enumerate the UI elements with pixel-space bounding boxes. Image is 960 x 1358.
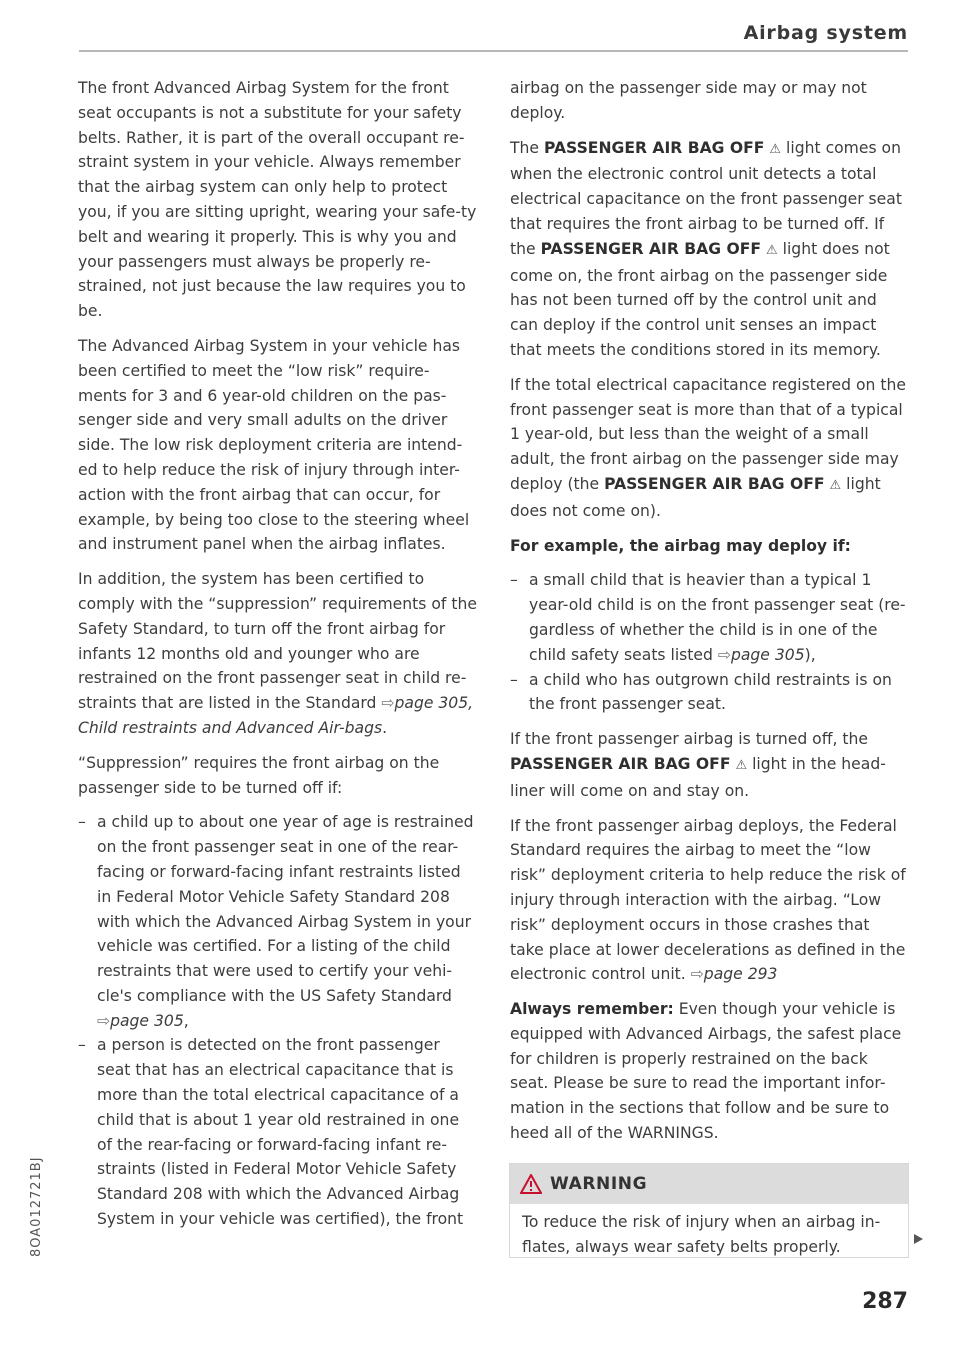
right-column [510,76,908,1156]
paragraph-text: If the front passenger airbag is turned off, the [510,730,868,749]
paragraph-text: light in the head-liner will come on and stay on. [510,754,886,800]
list-item-text: a child up to about one year of age is restrained on the front passenger seat in one of the rear-facing or forward-facing infant restraints listed in Federal Motor Vehicle Safety Standard 208 with which the Advanced Airbag System in your vehicle was certified. For a listing of the child restraints that were used to certify your vehi-cle's compliance with the US Safety Standard [97,813,474,1005]
punctuation: . [382,718,388,737]
condition-list [510,568,908,717]
reference-arrow-icon: ⇨ [97,1011,111,1030]
passenger-airbag-off-icon: ⚠ [829,477,842,493]
paragraph-text: light does not come on). [510,474,881,520]
indicator-label: PASSENGER AIR BAG OFF [510,754,731,773]
condition-list [78,810,478,1232]
paragraph-text: If the total electrical capacitance registered on the front passenger seat is more than that of a typical 1 year-old, but less than the weight of a small adult, the front airbag on the passenger side may deploy (the [510,375,906,493]
document-code: 8OA012721BJ [29,1156,44,1257]
warning-box [509,1163,909,1258]
page-number: 287 [862,1289,908,1314]
header-divider [79,50,908,52]
warning-triangle-icon [520,1174,542,1194]
list-item [78,1033,478,1231]
paragraph [510,727,908,803]
paragraph [510,373,908,524]
reference-text: page 305 [110,1011,184,1030]
list-item [510,668,908,718]
page-reference-link[interactable] [97,1012,184,1030]
indicator-label: PASSENGER AIR BAG OFF [540,239,762,258]
paragraph: airbag on the passenger side may or may not deploy. [510,79,867,122]
subheading: For example, the airbag may deploy if: [510,536,851,555]
warning-header [510,1164,908,1204]
passenger-airbag-off-icon: ⚠ [735,757,748,773]
section-title: Airbag system [743,22,908,44]
paragraph [510,997,908,1146]
list-item-text: a small child that is heavier than a typical 1 year-old child is on the front passenger seat (re-gardless of whether the child is in one of the child safety seats listed [529,571,906,664]
list-item [78,810,478,1033]
emphasis-label: Always remember: [510,1000,674,1019]
paragraph-text: If the front passenger airbag deploys, the Federal Standard requires the airbag to meet the “low risk” deployment criteria to help reduce the risk of injury through interaction with the airbag. “Low risk” deployment occurs in those crashes that take place at lower decelerations as defined in the electronic control unit. [510,816,906,984]
list-item-text: a person is detected on the front passenger seat that has an electrical capacitance that is more than the total electrical capacitance of a child that is about 1 year old restrained in one of the rear-facing or forward-facing infant re-straints (listed in Federal Motor Vehicle Safety Standard 208 with which the Advanced Airbag System in your vehicle was certified), the front [97,1036,464,1229]
paragraph: The front Advanced Airbag System for the front seat occupants is not a substitute for your safety belts. Rather, it is part of the overall occupant re-straint system in your vehicle. Always remember that the airbag system can only help to protect you, if you are sitting upright, wearing your safe-ty belt and wearing it properly. This is why you and your passengers must always be properly re-strained, not just because the law requires you to be. [78,79,477,321]
indicator-label: PASSENGER AIR BAG OFF [604,474,825,493]
paragraph [510,136,908,363]
reference-arrow-icon: ⇨ [381,694,395,713]
paragraph-text: light comes on when the electronic control unit detects a total electrical capacitance on the front passenger seat that requires the front airbag to be turned off. If the [510,138,902,258]
page-reference-link[interactable] [718,646,805,664]
paragraph-text: Even though your vehicle is equipped with Advanced Airbags, the safest place for children is properly restrained on the back seat. Please be sure to read the important infor-mation in the sections that follow and be sure to heed all of the WARNINGS. [510,1000,902,1143]
list-item [510,568,908,667]
reference-text: page 305 [730,645,805,664]
continue-arrow-icon [914,1234,923,1244]
paragraph-text: light does not come on, the front airbag on the passenger side has not been turned off by the control unit and can deploy if the control unit senses an impact that meets the conditions stored in its memory. [510,239,890,359]
punctuation: ), [804,645,816,664]
list-item-text: a child who has outgrown child restraints is on the front passenger seat. [529,670,892,714]
passenger-airbag-off-icon: ⚠ [769,141,782,157]
indicator-label: PASSENGER AIR BAG OFF [543,138,765,157]
reference-text: page 293 [703,965,778,984]
paragraph [78,567,478,741]
reference-text: page 305, Child restraints and Advanced Air-bags [78,694,474,737]
paragraph-text: The [510,138,540,157]
paragraph-text: In addition, the system has been certified to comply with the “suppression” requirements of the Safety Standard, to turn off the front airbag for infants 12 months old and younger who are restrained on the front passenger seat in child re-straints that are listed in the Standard [78,570,477,713]
page-reference-link[interactable] [691,965,778,983]
warning-text: To reduce the risk of injury when an airbag in-flates, always wear safety belts properly. [522,1213,881,1256]
paragraph [510,814,908,988]
reference-arrow-icon: ⇨ [690,965,704,984]
paragraph: The Advanced Airbag System in your vehicle has been certified to meet the “low risk” require-ments for 3 and 6 year-old children on the pas-senger side and very small adults on the driver side. The low risk deployment criteria are intend-ed to help reduce the risk of injury through inter-action with the front airbag that can occur, for example, by being too close to the steering wheel and instrument panel when the airbag inflates. [78,336,470,554]
paragraph: “Suppression” requires the front airbag on the passenger side to be turned off if: [78,753,440,797]
reference-arrow-icon: ⇨ [717,645,731,664]
punctuation: , [183,1011,189,1030]
left-column [78,76,478,1242]
warning-title: WARNING [550,1174,648,1194]
passenger-airbag-off-icon: ⚠ [766,242,778,258]
